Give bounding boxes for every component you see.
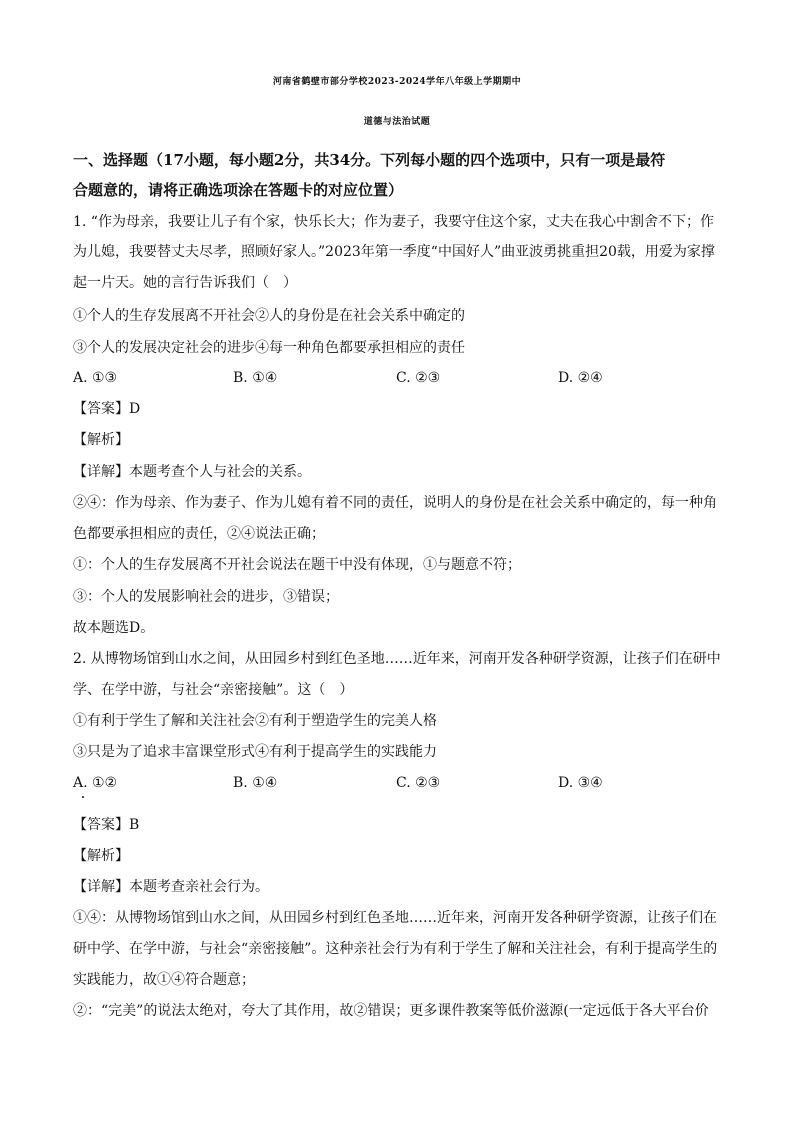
q1-stem-line3: 起一片天。她的言行告诉我们（ ）: [73, 275, 297, 291]
stray-dot-mark: [82, 796, 84, 798]
q2-option-b: B. ①④: [233, 775, 278, 791]
q1-statement-line2: ③个人的发展决定社会的进步④每一种角色都要承担相应的责任: [73, 340, 465, 356]
q1-option-c: C. ②③: [396, 370, 441, 386]
q1-detail-line4: ①：个人的生存发展离不开社会说法在题干中没有体现，①与题意不符；: [73, 557, 521, 573]
q1-statement-line1: ①个人的生存发展离不开社会②人的身份是在社会关系中确定的: [73, 308, 465, 324]
q1-detail-line6: 故本题选D。: [73, 620, 155, 636]
q2-option-c: C. ②③: [396, 775, 441, 791]
q1-option-d: D. ②④: [558, 370, 603, 386]
q2-stem-line1: 2. 从博物场馆到山水之间，从田园乡村到红色圣地……近年来，河南开发各种研学资源，让孩子们在研中: [73, 651, 721, 667]
q1-stem-line2: 为儿媳，我要替丈夫尽孝，照顾好家人。”2023年第一季度“中国好人”曲亚波勇挑重担20载，用爱为家撑: [73, 244, 715, 260]
q1-analysis-label: 【解析】: [73, 432, 129, 448]
q2-detail-line1: 【详解】本题考查亲社会行为。: [73, 879, 269, 895]
q2-detail-line2: ①④：从博物场馆到山水之间，从田园乡村到红色圣地……近年来，河南开发各种研学资源，让孩子们在: [73, 910, 717, 926]
q1-detail-line5: ③：个人的发展影响社会的进步，③错误；: [73, 589, 339, 605]
q2-statement-line1: ①有利于学生了解和关注社会②有利于塑造学生的完美人格: [73, 713, 437, 729]
q2-statement-line2: ③只是为了追求丰富课堂形式④有利于提高学生的实践能力: [73, 744, 437, 760]
q2-option-d: D. ③④: [558, 775, 603, 791]
q1-detail-line3: 色都要承担相应的责任，②④说法正确；: [73, 526, 325, 542]
exam-title-line2: 道德与法治试题: [363, 117, 431, 127]
q2-detail-line4: 实践能力，故①④符合题意；: [73, 972, 255, 988]
exam-title-line1: 河南省鹤壁市部分学校2023-2024学年八年级上学期期中: [272, 77, 522, 87]
q2-stem-line2: 学、在学中游，与社会“亲密接触”。这（ ）: [73, 682, 354, 698]
q2-answer: 【答案】B: [73, 817, 140, 833]
q1-stem-line1: 1. “作为母亲，我要让儿子有个家，快乐长大；作为妻子，我要守住这个家，丈夫在我心中割舍不下；作: [73, 214, 714, 230]
q1-answer: 【答案】D: [73, 401, 141, 417]
q2-analysis-label: 【解析】: [73, 848, 129, 864]
section-heading-line1: 一、选择题（17小题，每小题2分，共34分。下列每小题的四个选项中，只有一项是最符: [73, 151, 666, 169]
q1-detail-line2: ②④：作为母亲、作为妻子、作为儿媳有着不同的责任，说明人的身份是在社会关系中确定的，每一种角: [73, 495, 717, 511]
q2-detail-line5: ②：“完美”的说法太绝对，夸大了其作用，故②错误；更多课件教案等低价滋源(一定远低于各大平台价: [73, 1003, 709, 1019]
section-heading-line2: 合题意的，请将正确选项涂在答题卡的对应位置）: [73, 181, 404, 199]
q1-option-a: A. ①③: [73, 370, 118, 386]
q2-detail-line3: 研中学、在学中游，与社会“亲密接触”。这种亲社会行为有利于学生了解和关注社会，有利于提高学生的: [73, 941, 718, 957]
q2-option-a: A. ①②: [73, 775, 118, 791]
q1-detail-line1: 【详解】本题考查个人与社会的关系。: [73, 464, 311, 480]
q1-option-b: B. ①④: [233, 370, 278, 386]
